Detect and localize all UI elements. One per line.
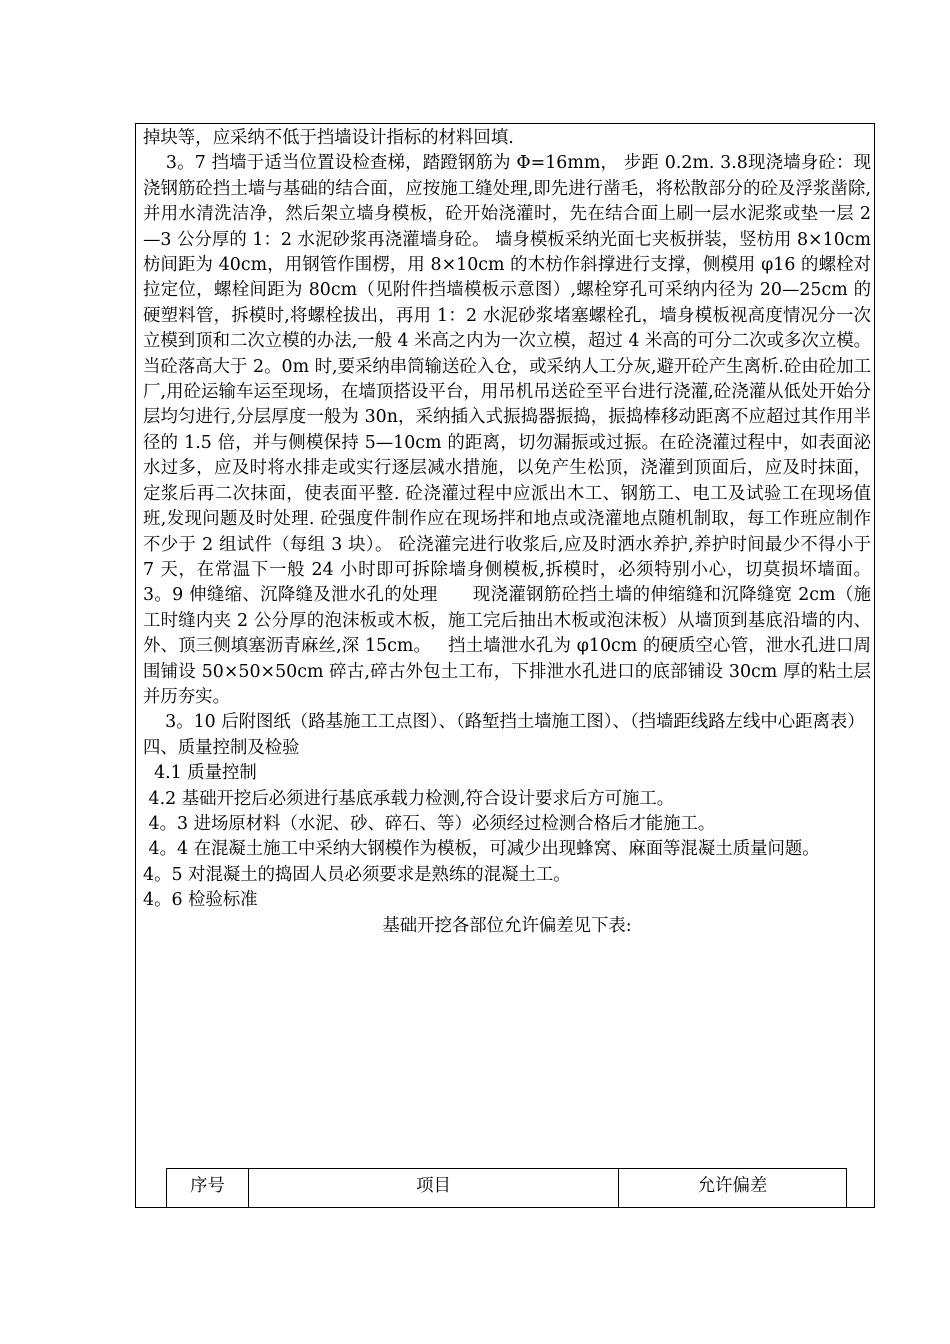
document-body (143, 126, 888, 939)
table-header-row (167, 1169, 847, 1209)
paragraph-backfill: 掉块等，应采纳不低于挡墙设计指标的材料回填. (143, 128, 514, 148)
paragraph-section-3-7-3-9: 3。7 挡墙于适当位置设检查梯，踏蹬钢筋为 Φ=16mm， 步距 0.2m. 3.8现浇墙身砼：现浇钢筋砼挡土墙与基础的结合面，应按施工缝处理,即先进行凿毛，将松散部分的砼及浮浆凿除,并用水清洗洁净，然后架立墙身模板，砼开始浇灌时，先在结合面上刷一层水泥浆或垫一层 2—3 公分厚的 1：2 水泥砂浆再浇灌墙身砼。 墙身模板采纳光面七夹板拼装，竖枋用 8×10cm 枋间距为 40cm，用钢管作围楞，用 8×10cm 的木枋作斜撑进行支撑，侧模用 φ16 的螺栓对拉定位，螺栓间距为 80cm（见附件挡墙模板示意图）,螺栓穿孔可采纳内径为 20—25cm 的硬塑料管，拆模时,将螺栓拔出，再用 1：2 水泥砂浆堵塞螺栓孔，墙身模板视高度情况分一次立模到顶和二次立模的办法,一般 4 米高之内为一次立模，超过 4 米高的可分二次或多次立模。当砼落高大于 2。0m 时,要采纳串筒输送砼入仓，或采纳人工分灰,避开砼产生离析.砼由砼加工厂,用砼运输车运至现场，在墙顶搭设平台，用吊机吊送砼至平台进行浇灌,砼浇灌从低处开始分层均匀进行,分层厚度一般为 30n，采纳插入式振捣器振捣，振捣棒移动距离不应超过其作用半径的 1.5 倍，并与侧模保持 5—10cm 的距离，切勿漏振或过振。在砼浇灌过程中，如表面泌水过多，应及时将水排走或实行逐层减水措施，以免产生松顶，浇灌到顶面后，应及时抹面，定浆后再二次抹面，使表面平整. 砼浇灌过程中应派出木工、钢筋工、电工及试验工在现场值班,发现问题及时处理. 砼强度件制作应在现场拌和地点或浇灌地点随机制取，每工作班应制作不少于 2 组试件（每组 3 块）。 砼浇灌完进行收浆后,应及时洒水养护,养护时间最少不得小于 7 天，在常温下一般 24 小时即可拆除墙身侧模板,拆模时，必须特别小心，切莫损坏墙面。 3。9 伸缝缩、沉降缝及泄水孔的处理 现浇灌钢筋砼挡土墙的伸缩缝和沉降缝宽 2cm（施工时缝内夹 2 公分厚的泡沫板或木板，施工完后抽出木板或泡沫板）从墙顶到基底沿墙的内、外、顶三侧填塞沥青麻丝,深 15cm。 挡土墙泄水孔为 φ10cm 的硬质空心管，泄水孔进口周围铺设 50×50×50cm 碎古,碎古外包土工布，下排泄水孔进口的底部铺设 30cm 厚的粘土层并历夯实。 (143, 153, 888, 707)
paragraph-4-3: 4。3 进场原材料（水泥、砂、碎石、等）必须经过检测合格后才能施工。 (143, 813, 716, 834)
paragraph-4-1: 4.1 质量控制 (143, 763, 257, 784)
paragraph-4-4: 4。4 在混凝土施工中采纳大钢模作为模板，可减少出现蜂窝、麻面等混凝土质量问题。 (143, 839, 820, 860)
paragraph-4-6: 4。6 检验标准 (143, 890, 258, 911)
paragraph-section-3-10: 3。10 后附图纸（路基施工工点图）、（路堑挡土墙施工图）、（挡墙距线路左线中心距离表） (143, 712, 865, 733)
header-index: 序号 (167, 1169, 249, 1209)
header-item: 项目 (249, 1169, 619, 1209)
tolerance-table (166, 1168, 847, 1208)
paragraph-4-2: 4.2 基础开挖后必须进行基底承载力检测,符合设计要求后方可施工。 (143, 788, 675, 809)
table-caption: 基础开挖各部位允许偏差见下表: (382, 915, 632, 936)
paragraph-4-5: 4。5 对混凝土的捣固人员必须要求是熟练的混凝土工。 (143, 864, 571, 885)
section-heading-quality: 四、质量控制及检验 (143, 737, 300, 758)
header-tolerance: 允许偏差 (619, 1169, 847, 1209)
